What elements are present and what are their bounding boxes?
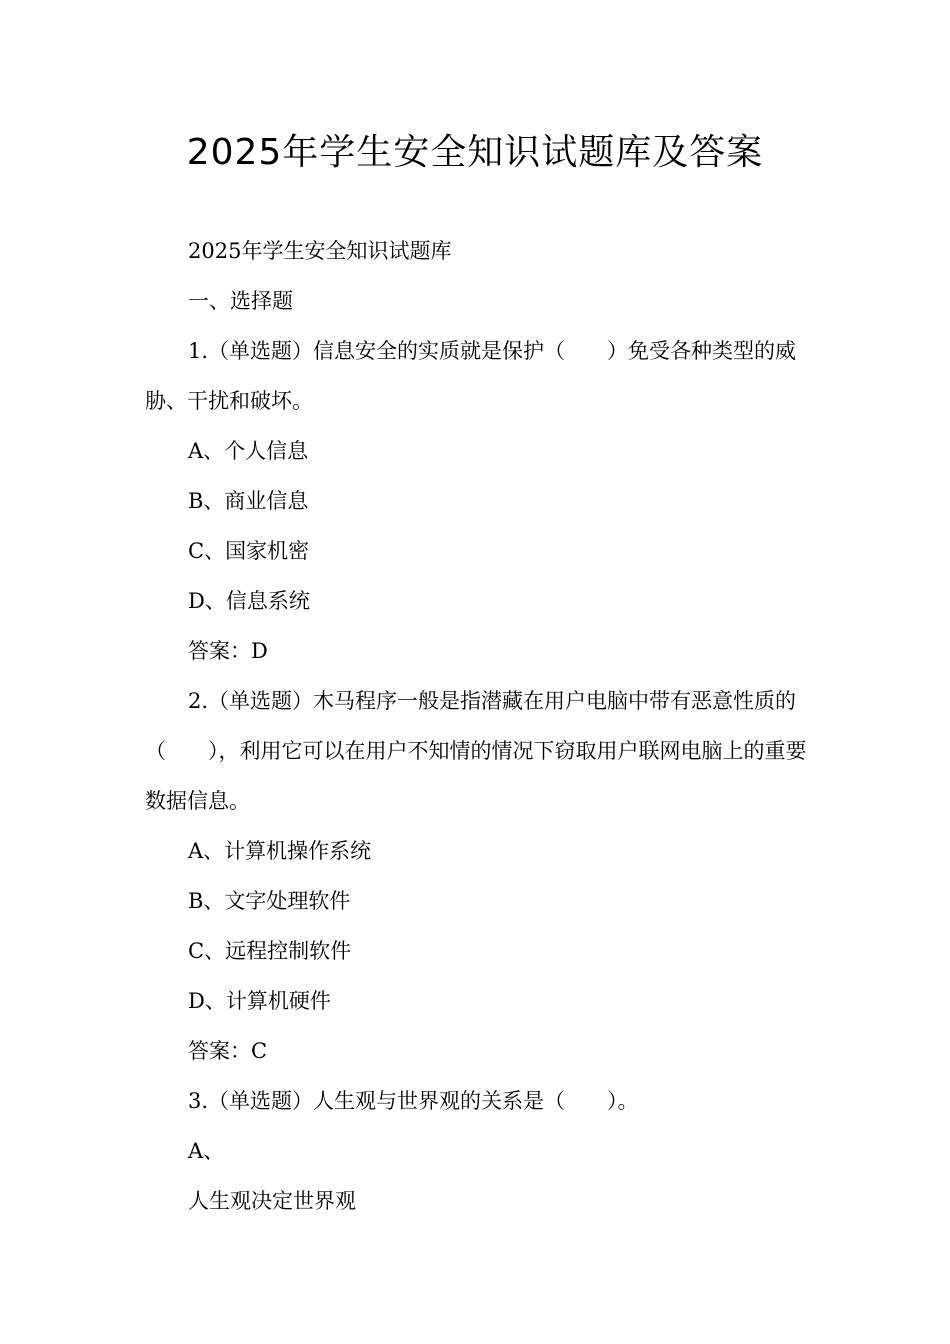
question-2: 2.（单选题）木马程序一般是指潜藏在用户电脑中带有恶意性质的（ ），利用它可以在用户不知情的情况下窃取用户联网电脑上的重要数据信息。: [145, 689, 807, 813]
question-2-option-a: A、计算机操作系统: [188, 839, 372, 863]
question-1-answer: 答案：D: [188, 639, 268, 663]
document-title: 2025年学生安全知识试题库及答案: [186, 132, 764, 173]
question-2-option-c: C、远程控制软件: [188, 939, 352, 963]
subtitle-paragraph: 2025年学生安全知识试题库: [188, 239, 452, 263]
question-2-option-d: D、计算机硬件: [188, 989, 331, 1013]
question-3-option-a-label: A、: [188, 1139, 225, 1163]
question-1-option-d: D、信息系统: [188, 589, 310, 613]
question-3: 3.（单选题）人生观与世界观的关系是（ ）。: [188, 1089, 639, 1113]
document-body: [145, 226, 810, 1226]
question-2-option-b: B、文字处理软件: [188, 889, 351, 913]
question-1-option-b: B、商业信息: [188, 489, 309, 513]
section-heading: 一、选择题: [188, 289, 293, 313]
question-1-option-a: A、个人信息: [188, 439, 309, 463]
question-2-answer: 答案：C: [188, 1039, 268, 1063]
question-1-option-c: C、国家机密: [188, 539, 310, 563]
question-3-option-a-text: 人生观决定世界观: [188, 1189, 356, 1213]
question-1: 1.（单选题）信息安全的实质就是保护（ ）免受各种类型的威胁、干扰和破坏。: [145, 339, 797, 413]
